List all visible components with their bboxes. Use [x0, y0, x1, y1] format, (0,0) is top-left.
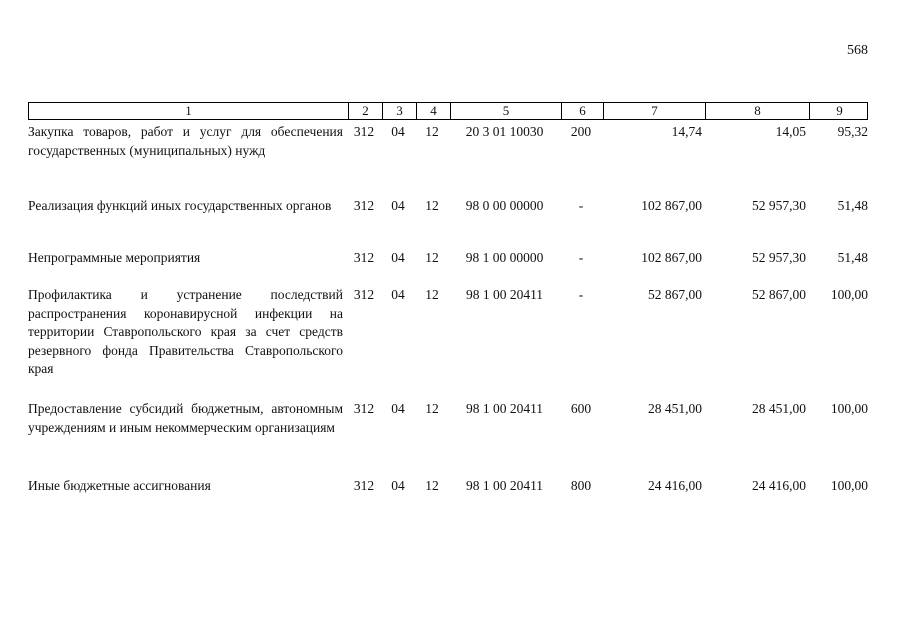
table-header-row — [28, 102, 868, 120]
row-col-5: 98 0 00 00000 — [465, 198, 544, 213]
row-col-5: 98 1 00 20411 — [465, 401, 544, 416]
row-col-8: 52 957,30 — [752, 250, 806, 265]
row-name: Иные бюджетные ассигнования — [28, 478, 211, 493]
row-col-3: 04 — [391, 250, 405, 265]
row-col-2: 312 — [353, 198, 375, 213]
row-col-6: 800 — [570, 478, 592, 493]
row-col-8: 52 867,00 — [752, 287, 806, 302]
row-col-7: 52 867,00 — [648, 287, 702, 302]
row-col-6: 600 — [570, 401, 592, 416]
row-col-6: - — [578, 250, 584, 265]
row-col-7: 102 867,00 — [641, 198, 702, 213]
row-col-8: 28 451,00 — [752, 401, 806, 416]
row-col-7: 24 416,00 — [648, 478, 702, 493]
row-col-3: 04 — [391, 124, 405, 139]
header-col-7: 7 — [603, 103, 705, 119]
row-col-9: 51,48 — [837, 198, 868, 213]
row-col-2: 312 — [353, 287, 375, 302]
row-col-5: 98 1 00 20411 — [465, 287, 544, 302]
row-col-5: 20 3 01 10030 — [465, 124, 544, 139]
row-col-7: 14,74 — [671, 124, 702, 139]
row-col-8: 14,05 — [775, 124, 806, 139]
header-col-1: 1 — [185, 103, 192, 118]
header-col-9: 9 — [809, 103, 869, 119]
budget-table — [28, 102, 868, 504]
row-col-5: 98 1 00 00000 — [465, 250, 544, 265]
row-col-9: 100,00 — [830, 401, 868, 416]
row-col-4: 12 — [425, 124, 439, 139]
row-col-2: 312 — [353, 250, 375, 265]
row-col-2: 312 — [353, 401, 375, 416]
row-col-2: 312 — [353, 478, 375, 493]
row-col-6: - — [578, 287, 584, 302]
row-col-8: 24 416,00 — [752, 478, 806, 493]
table-row — [28, 194, 868, 246]
row-name: Реализация функций иных государственных органов — [28, 198, 332, 213]
row-name: Профилактика и устранение последствий распространения коронавирусной инфекции на территории Ставропольского края за счет средств резервного фонда Правительства Ставропольского края — [28, 287, 343, 376]
table-row — [28, 120, 868, 194]
header-col-5: 5 — [450, 103, 561, 119]
header-col-3: 3 — [382, 103, 416, 119]
table-row — [28, 246, 868, 283]
row-col-7: 102 867,00 — [641, 250, 702, 265]
page-number: 568 — [847, 43, 868, 58]
row-col-4: 12 — [425, 478, 439, 493]
row-col-9: 51,48 — [837, 250, 868, 265]
row-col-9: 100,00 — [830, 287, 868, 302]
row-col-5: 98 1 00 20411 — [465, 478, 544, 493]
row-col-3: 04 — [391, 478, 405, 493]
row-col-3: 04 — [391, 198, 405, 213]
row-col-4: 12 — [425, 287, 439, 302]
row-col-9: 95,32 — [837, 124, 868, 139]
row-col-4: 12 — [425, 401, 439, 416]
row-name: Предоставление субсидий бюджетным, автономным учреждениям и иным некоммерческим организациям — [28, 401, 343, 435]
row-col-3: 04 — [391, 401, 405, 416]
table-row — [28, 474, 868, 504]
row-col-4: 12 — [425, 250, 439, 265]
row-col-8: 52 957,30 — [752, 198, 806, 213]
header-col-4: 4 — [416, 103, 450, 119]
header-col-2: 2 — [348, 103, 382, 119]
row-col-7: 28 451,00 — [648, 401, 702, 416]
table-row — [28, 397, 868, 474]
row-name: Непрограммные мероприятия — [28, 250, 201, 265]
table-row — [28, 283, 868, 397]
row-col-3: 04 — [391, 287, 405, 302]
row-col-9: 100,00 — [830, 478, 868, 493]
row-col-6: - — [578, 198, 584, 213]
row-name: Закупка товаров, работ и услуг для обеспечения государственных (муниципальных) нужд — [28, 124, 343, 158]
row-col-6: 200 — [570, 124, 592, 139]
header-col-6: 6 — [561, 103, 603, 119]
header-col-8: 8 — [705, 103, 809, 119]
row-col-2: 312 — [353, 124, 375, 139]
row-col-4: 12 — [425, 198, 439, 213]
